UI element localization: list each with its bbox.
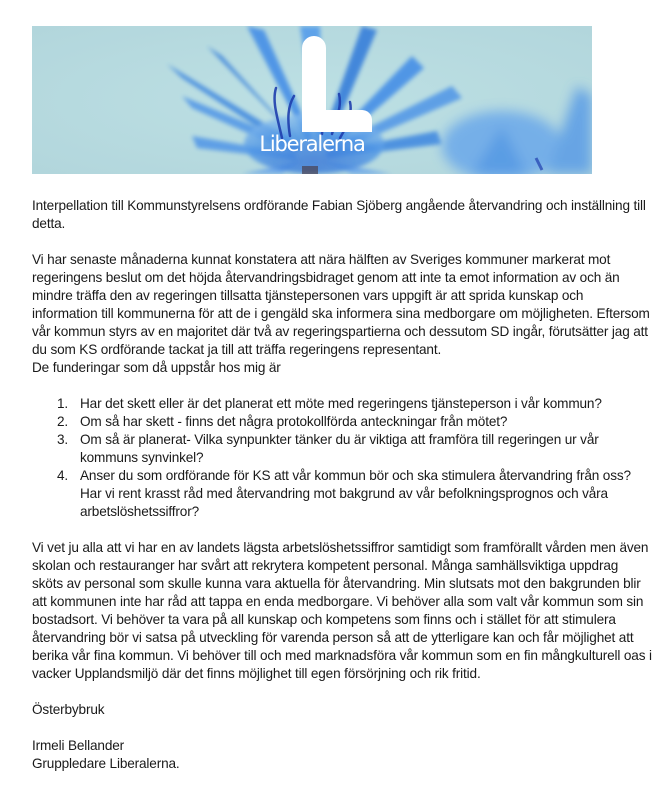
conclusion-paragraph: Vi vet ju alla att vi har en av landets lägsta arbetslöshetssiffror samtidigt som framförallt vården men även skolan och restauranger har svårt att rekrytera kompetent personal. Många samhällsviktiga uppdrag sköts av personal som skulle kunna vara aktuella för återvandring. Min slutsats mot den bakgrunden blir att kommunen inte har råd att tappa en enda medborgare. Vi behöver alla som valt vår kommun som sin bostadsort. Vi behöver ta vara på all kunskap och kompetens som finns och i stället för att stimulera återvandring bör vi satsa på utveckling för varenda person så att de ytterligare kan och får möjlighet att berika vår fina kommun. Vi behöver till och med marknadsföra vår kommun som en fin mångkulturell oas i vacker Upplandsmiljö där det finns möjlighet till egen försörjning och rik fritid. (32, 540, 652, 681)
list-item (32, 413, 652, 431)
signature-name: Irmeli Bellander (32, 738, 125, 753)
signature-title: Gruppledare Liberalerna. (32, 756, 180, 771)
list-item-text: Har det skett eller är det planerat ett möte med regeringens tjänsteperson i vår kommun? (80, 396, 602, 411)
list-item (32, 467, 652, 521)
header-banner (32, 26, 592, 174)
list-item-text: Om så har skett - finns det några protokollförda anteckningar från mötet? (80, 414, 508, 429)
intro-paragraph: Vi har senaste månaderna kunnat konstatera att nära hälften av Sveriges kommuner markerat mot regeringens beslut om det höjda återvandringsbidraget genom att inte ta emot information av och än mindre träffa den av regeringen tillsatta tjänstepersonen vars uppgift är att sprida kunskap och information till kommunerna för att de i gengäld ska informera sina medborgare om möjligheten. Eftersom vår kommun styrs av en majoritet där två av regeringspartierna och dessutom SD ingår, förutsätter jag att du som KS ordförande tackat ja till att träffa regeringens representant. (32, 252, 650, 357)
list-number: 1. (57, 396, 69, 411)
list-number: 2. (57, 414, 69, 429)
list-item (32, 431, 652, 467)
place-name: Österbybruk (32, 702, 105, 717)
signature-block (32, 701, 652, 773)
document-body (32, 197, 652, 773)
title-paragraph: Interpellation till Kommunstyrelsens ordförande Fabian Sjöberg angående återvandring och inställning till detta. (32, 198, 646, 231)
list-item (32, 395, 652, 413)
list-number: 3. (57, 432, 69, 447)
list-item-text: Anser du som ordförande för KS att vår kommun bör och ska stimulera återvandring från oss? Har vi rent krasst råd med återvandring mot bakgrund av vår befolkningsprognos och våra arbetslöshetssiffror? (80, 468, 631, 519)
list-number: 4. (57, 468, 69, 483)
logo-wordmark: Liberalerna (259, 132, 365, 156)
questions-intro: De funderingar som då uppstår hos mig är (32, 360, 281, 375)
questions-list (32, 395, 652, 521)
list-item-text: Om så är planerat- Vilka synpunkter tänker du är viktiga att framföra till regeringen ur vår kommuns synvinkel? (80, 432, 599, 465)
